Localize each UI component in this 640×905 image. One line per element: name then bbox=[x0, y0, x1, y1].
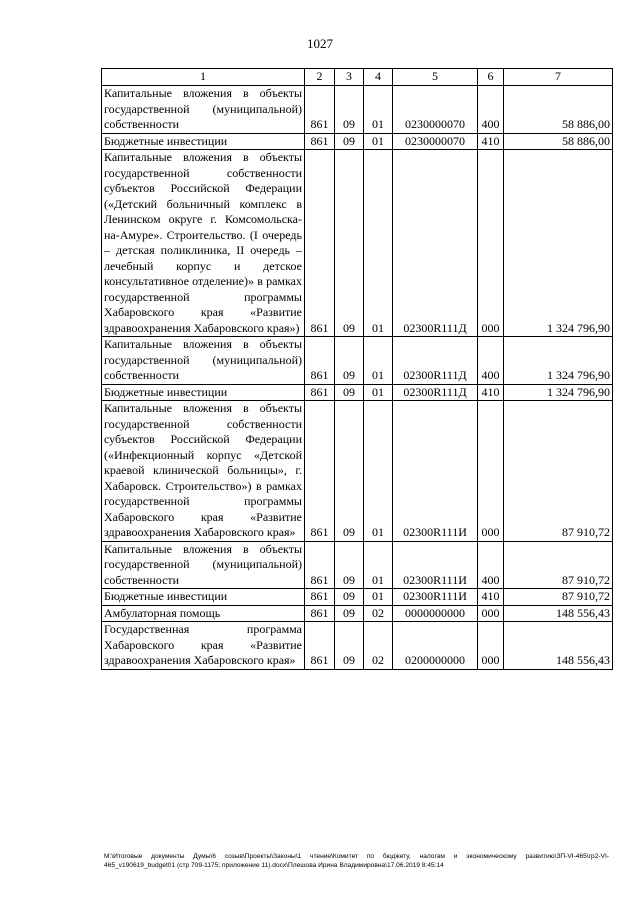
table-row bbox=[102, 337, 613, 385]
row-csr: 02300R111И bbox=[393, 589, 478, 606]
row-rz: 09 bbox=[335, 337, 364, 385]
column-header: 5 bbox=[393, 69, 478, 86]
row-pr: 01 bbox=[364, 384, 393, 401]
row-rz: 09 bbox=[335, 384, 364, 401]
table-row bbox=[102, 622, 613, 670]
row-csr: 02300R111Д bbox=[393, 384, 478, 401]
row-pr: 01 bbox=[364, 401, 393, 542]
row-name: Капитальные вложения в объекты государственной собственности субъектов Российской Федерации («Инфекционный корпус «Детской краевой клинической больницы», г. Хабаровск. Строительство») в рамках государственной программы Хабаровского края «Развитие здравоохранения Хабаровского края» bbox=[102, 401, 305, 542]
row-rz: 09 bbox=[335, 133, 364, 150]
row-pr: 02 bbox=[364, 605, 393, 622]
row-vr: 400 bbox=[478, 337, 504, 385]
row-rz: 09 bbox=[335, 605, 364, 622]
row-amount: 148 556,43 bbox=[504, 605, 613, 622]
row-amount: 87 910,72 bbox=[504, 401, 613, 542]
column-header: 6 bbox=[478, 69, 504, 86]
row-amount: 87 910,72 bbox=[504, 541, 613, 589]
row-gr: 861 bbox=[305, 605, 335, 622]
table-row bbox=[102, 401, 613, 542]
row-gr: 861 bbox=[305, 86, 335, 134]
table-row bbox=[102, 150, 613, 337]
table-row bbox=[102, 589, 613, 606]
row-csr: 0000000000 bbox=[393, 605, 478, 622]
row-name: Бюджетные инвестиции bbox=[102, 133, 305, 150]
row-pr: 02 bbox=[364, 622, 393, 670]
row-rz: 09 bbox=[335, 150, 364, 337]
row-amount: 148 556,43 bbox=[504, 622, 613, 670]
row-vr: 400 bbox=[478, 86, 504, 134]
row-vr: 400 bbox=[478, 541, 504, 589]
row-rz: 09 bbox=[335, 622, 364, 670]
row-gr: 861 bbox=[305, 384, 335, 401]
column-header: 2 bbox=[305, 69, 335, 86]
row-name: Капитальные вложения в объекты государственной (муниципальной) собственности bbox=[102, 541, 305, 589]
row-vr: 410 bbox=[478, 133, 504, 150]
row-csr: 02300R111Д bbox=[393, 150, 478, 337]
row-vr: 410 bbox=[478, 384, 504, 401]
row-vr: 000 bbox=[478, 150, 504, 337]
row-pr: 01 bbox=[364, 150, 393, 337]
row-csr: 0230000070 bbox=[393, 86, 478, 134]
row-vr: 000 bbox=[478, 622, 504, 670]
table-row bbox=[102, 384, 613, 401]
row-pr: 01 bbox=[364, 86, 393, 134]
row-name: Бюджетные инвестиции bbox=[102, 384, 305, 401]
row-pr: 01 bbox=[364, 133, 393, 150]
row-gr: 861 bbox=[305, 337, 335, 385]
row-csr: 02300R111И bbox=[393, 401, 478, 542]
row-vr: 000 bbox=[478, 401, 504, 542]
row-vr: 000 bbox=[478, 605, 504, 622]
row-amount: 1 324 796,90 bbox=[504, 150, 613, 337]
row-gr: 861 bbox=[305, 133, 335, 150]
row-amount: 87 910,72 bbox=[504, 589, 613, 606]
table-row bbox=[102, 605, 613, 622]
row-amount: 1 324 796,90 bbox=[504, 337, 613, 385]
table-row bbox=[102, 86, 613, 134]
page-number: 1027 bbox=[307, 36, 333, 51]
row-gr: 861 bbox=[305, 622, 335, 670]
table-row bbox=[102, 541, 613, 589]
row-gr: 861 bbox=[305, 401, 335, 542]
header-row bbox=[102, 69, 613, 86]
row-gr: 861 bbox=[305, 541, 335, 589]
document-path-footer: M:\Итоговые документы Думы\6 созыв\Проекты\Законы\1 чтение\Комитет по бюджету, налогам и экономическому развитию\ЗП-VI-465\гр2-VI-465_v190619_budget01 (стр 709-1175; приложение 11).docx\Плешова Ирина Владимировна\17.06.2019 8:45:14 bbox=[104, 853, 609, 869]
row-pr: 01 bbox=[364, 541, 393, 589]
row-name: Капитальные вложения в объекты государственной (муниципальной) собственности bbox=[102, 337, 305, 385]
row-pr: 01 bbox=[364, 337, 393, 385]
row-rz: 09 bbox=[335, 401, 364, 542]
column-header: 3 bbox=[335, 69, 364, 86]
row-name: Капитальные вложения в объекты государственной (муниципальной) собственности bbox=[102, 86, 305, 134]
row-csr: 02300R111И bbox=[393, 541, 478, 589]
row-pr: 01 bbox=[364, 589, 393, 606]
row-name: Государственная программа Хабаровского края «Развитие здравоохранения Хабаровского края» bbox=[102, 622, 305, 670]
row-gr: 861 bbox=[305, 589, 335, 606]
row-name: Амбулаторная помощь bbox=[102, 605, 305, 622]
column-header: 1 bbox=[102, 69, 305, 86]
table-row bbox=[102, 133, 613, 150]
row-rz: 09 bbox=[335, 589, 364, 606]
column-header: 7 bbox=[504, 69, 613, 86]
row-amount: 58 886,00 bbox=[504, 133, 613, 150]
row-csr: 02300R111Д bbox=[393, 337, 478, 385]
row-name: Капитальные вложения в объекты государственной собственности субъектов Российской Федерации («Детский больничный комплекс в Ленинском округе г. Комсомольска-на-Амуре». Строительство. (I очередь – детская поликлиника, II очередь – лечебный корпус и детское консультативное отделение)» в рамках государственной программы Хабаровского края «Развитие здравоохранения Хабаровского края») bbox=[102, 150, 305, 337]
row-rz: 09 bbox=[335, 541, 364, 589]
budget-table bbox=[101, 68, 613, 670]
row-amount: 58 886,00 bbox=[504, 86, 613, 134]
row-csr: 0200000000 bbox=[393, 622, 478, 670]
row-name: Бюджетные инвестиции bbox=[102, 589, 305, 606]
row-gr: 861 bbox=[305, 150, 335, 337]
row-csr: 0230000070 bbox=[393, 133, 478, 150]
row-amount: 1 324 796,90 bbox=[504, 384, 613, 401]
row-rz: 09 bbox=[335, 86, 364, 134]
row-vr: 410 bbox=[478, 589, 504, 606]
column-header: 4 bbox=[364, 69, 393, 86]
